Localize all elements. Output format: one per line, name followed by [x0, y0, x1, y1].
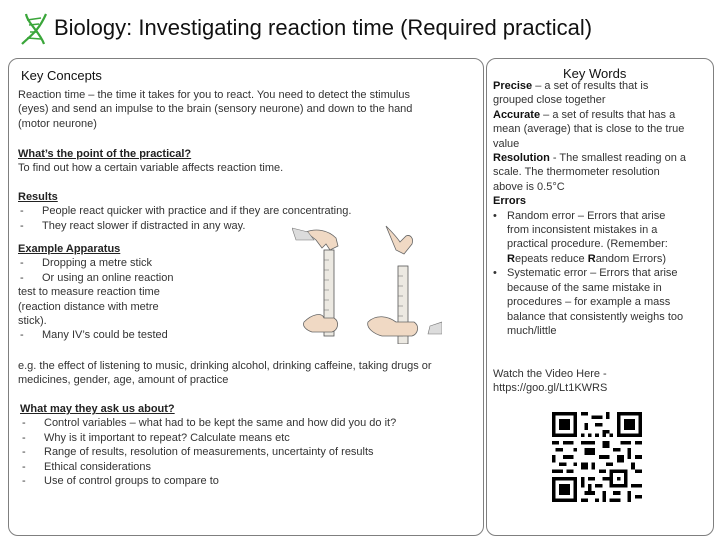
- apparatus-line: test to measure reaction time: [18, 286, 160, 299]
- results-heading: Results: [18, 191, 58, 203]
- intro-text: [18, 88, 478, 131]
- list-item: - Use of control groups to compare to: [22, 475, 219, 488]
- video-label: Watch the Video Here -: [493, 368, 607, 380]
- list-item: - They react slower if distracted in any way.: [20, 219, 246, 232]
- intro-line: (eyes) and send an impulse to the brain (sensory neurone) and down to the hand: [18, 103, 413, 116]
- ask-section: [20, 402, 480, 488]
- apparatus-line: (reaction distance with metre: [18, 300, 159, 313]
- dna-icon: [18, 10, 50, 48]
- ask-heading: What may they ask us about?: [20, 403, 175, 415]
- intro-line: Reaction time – the time it takes for you to react. You need to detect the stimulus: [18, 89, 410, 101]
- list-item: - People react quicker with practice and if they are concentrating.: [20, 205, 352, 218]
- example-text: [18, 359, 480, 388]
- resolution-def-line: scale. The thermometer resolution: [493, 166, 660, 179]
- errors-heading: Errors: [493, 195, 527, 208]
- precise-def: Precise – a set of results that is: [493, 80, 649, 92]
- qr-code-icon[interactable]: [552, 412, 642, 502]
- key-words-list: [493, 79, 709, 338]
- point-heading: What’s the point of the practical?: [18, 148, 192, 160]
- list-item: - Or using an online reaction: [20, 271, 174, 284]
- point-section: [18, 147, 478, 176]
- list-item: - Range of results, resolution of measurements, uncertainty of results: [22, 446, 374, 459]
- list-item: - Control variables – what had to be kept the same and how did you do it?: [22, 417, 397, 430]
- page-title: Biology: Investigating reaction time (Required practical): [54, 15, 593, 40]
- point-text: To find out how a certain variable affects reaction time.: [18, 162, 284, 175]
- precise-def-line: grouped close together: [493, 94, 606, 107]
- header: [0, 0, 720, 56]
- video-link[interactable]: https://goo.gl/Lt1KWRS: [493, 382, 608, 395]
- example-line: e.g. the effect of listening to music, drinking alcohol, drinking caffeine, taking drugs or: [18, 360, 432, 372]
- list-item: - Why is it important to repeat? Calculate means etc: [22, 431, 290, 444]
- key-concepts-title: Key Concepts: [21, 68, 102, 83]
- ruler-drop-illustration: [292, 222, 442, 344]
- key-words-title: Key Words: [563, 66, 627, 81]
- example-line: medicines, gender, age, amount of practice: [18, 374, 229, 387]
- list-item: - Many IV’s could be tested: [20, 329, 168, 342]
- resolution-def: Resolution - The smallest reading on a: [493, 152, 686, 165]
- list-item: - Dropping a metre stick: [20, 257, 153, 270]
- resolution-def-line: above is 0.5°C: [493, 180, 565, 193]
- list-item: - Ethical considerations: [22, 460, 152, 473]
- accurate-def-line: value: [493, 137, 520, 150]
- apparatus-section: [18, 242, 298, 343]
- apparatus-heading: Example Apparatus: [18, 243, 121, 255]
- accurate-def: Accurate – a set of results that has a: [493, 108, 676, 121]
- apparatus-line: stick).: [18, 315, 47, 328]
- systematic-error-item: • Systematic error – Errors that arise because of the same mistake in procedures – for example a mass balance that consistently weighs too much/little: [493, 267, 684, 337]
- accurate-def-line: mean (average) that is close to the true: [493, 123, 685, 136]
- intro-line: (motor neurone): [18, 117, 97, 130]
- random-error-item: • Random error – Errors that arise from inconsistent mistakes in a practical procedure. (Remember: Repeats reduce Random Errors): [493, 209, 668, 265]
- video-section: [493, 367, 709, 396]
